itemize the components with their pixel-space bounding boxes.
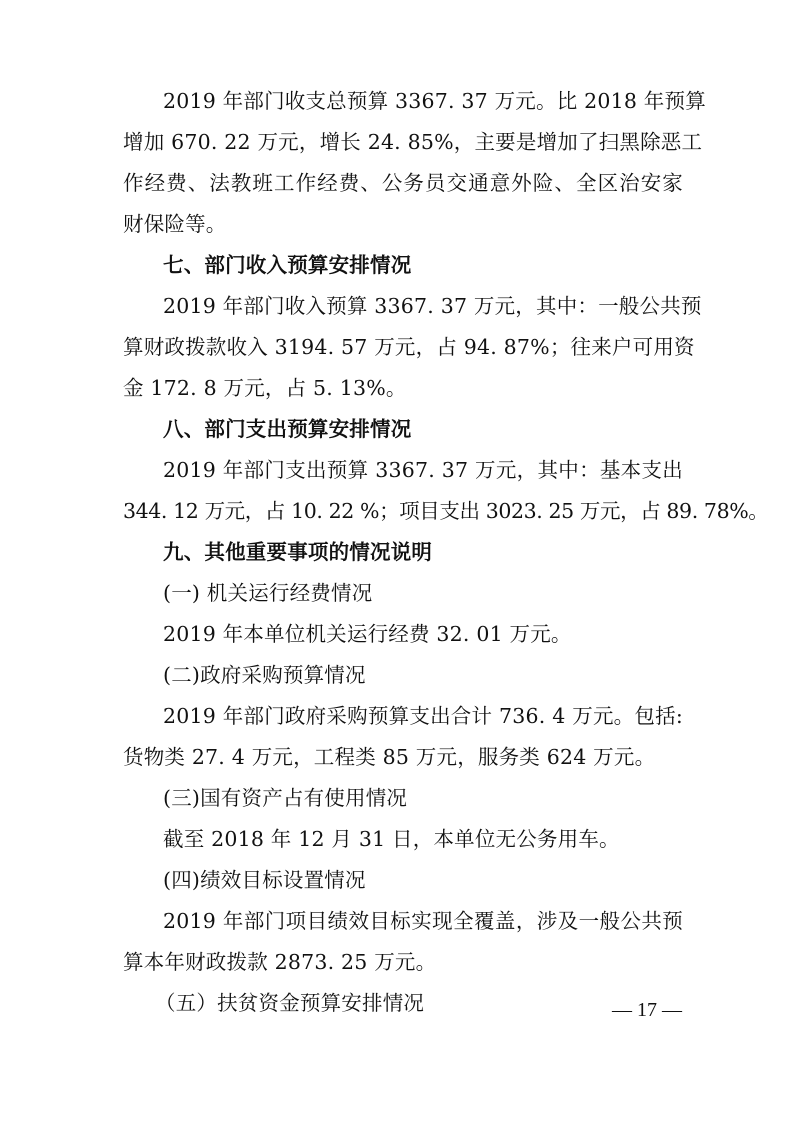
subsection-heading: (二)政府采购预算情况: [163, 663, 366, 687]
paragraph-line: 2019 年部门支出预算 3367. 37 万元，其中：基本支出: [163, 458, 683, 482]
paragraph-line: 金 172. 8 万元，占 5. 13%。: [123, 376, 407, 400]
paragraph-line: 算本年财政拨款 2873. 25 万元。: [123, 950, 437, 974]
section-heading: 八、部门支出预算安排情况: [163, 417, 412, 441]
subsection-heading: （五）扶贫资金预算安排情况: [155, 991, 425, 1015]
paragraph-line: 344. 12 万元，占 10. 22 %；项目支出 3023. 25 万元，占 89. 78%。: [123, 499, 769, 523]
paragraph-line: 2019 年部门收入预算 3367. 37 万元，其中：一般公共预: [163, 294, 702, 318]
paragraph-line: 2019 年本单位机关运行经费 32. 01 万元。: [163, 622, 572, 646]
paragraph-line: 2019 年部门项目绩效目标实现全覆盖，涉及一般公共预: [163, 909, 683, 933]
paragraph-line: 增加 670. 22 万元，增长 24. 85%，主要是增加了扫黑除恶工: [123, 130, 703, 154]
subsection-heading: (一) 机关运行经费情况: [163, 581, 373, 605]
section-heading: 七、部门收入预算安排情况: [163, 253, 412, 277]
paragraph-line: 财保险等。: [123, 212, 227, 236]
paragraph-line: 2019 年部门收支总预算 3367. 37 万元。比 2018 年预算: [163, 89, 706, 113]
paragraph-line: 2019 年部门政府采购预算支出合计 736. 4 万元。包括:: [163, 704, 683, 728]
section-heading: 九、其他重要事项的情况说明: [163, 540, 433, 564]
paragraph-line: 货物类 27. 4 万元，工程类 85 万元，服务类 624 万元。: [123, 745, 656, 769]
paragraph-line: 截至 2018 年 12 月 31 日，本单位无公务用车。: [163, 827, 620, 851]
paragraph-line: 算财政拨款收入 3194. 57 万元，占 94. 87%；往来户可用资: [123, 335, 695, 359]
page-number: — 17 —: [612, 999, 682, 1021]
subsection-heading: (三)国有资产占有使用情况: [163, 786, 408, 810]
paragraph-line: 作经费、法教班工作经费、公务员交通意外险、全区治安家: [123, 171, 683, 195]
subsection-heading: (四)绩效目标设置情况: [163, 868, 366, 892]
